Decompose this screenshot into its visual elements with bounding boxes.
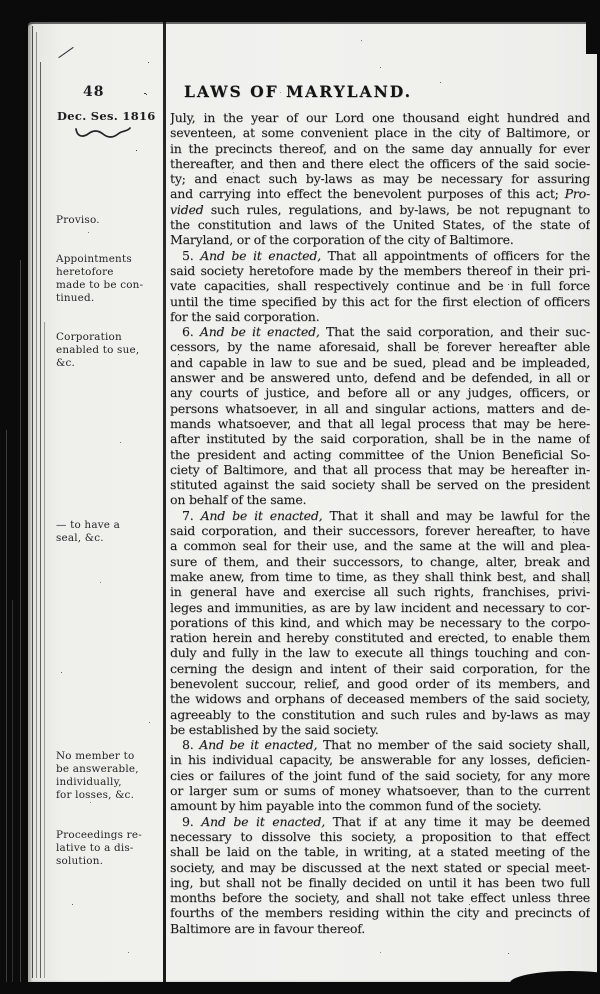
- page-stack-edge: [36, 32, 37, 978]
- text-line: 5. And be it enacted, That all appointments of officers for the: [182, 247, 590, 263]
- text-line: ciety of Baltimore, and that all process that may be hereafter in-: [170, 461, 590, 477]
- text-line: heretofore: [56, 266, 114, 278]
- text-line: vate capacities, shall respectively continue and be in full force: [170, 278, 590, 294]
- text-line: ration herein and hereby constituted and erected, to enable them: [170, 630, 590, 646]
- margin-note-dissolution: [56, 829, 164, 868]
- text-line: 8. And be it enacted, That no member of the said society shall,: [182, 737, 590, 753]
- margin-note-corporation: [56, 331, 164, 370]
- text-line: cies or failures of the joint fund of the said society, for any more: [170, 767, 590, 783]
- text-line: for the said corporation.: [170, 308, 320, 324]
- text-line: months before the society, and shall not take effect unless three: [170, 890, 590, 906]
- text-line: the president and acting committee of the Union Beneficial So-: [170, 446, 590, 462]
- brace-squiggle-icon: [74, 126, 132, 140]
- text-line: solution.: [56, 855, 104, 867]
- text-line: in his individual capacity, be answerable for any losses, deficien-: [170, 752, 590, 768]
- text-line: seal, &c.: [56, 532, 104, 544]
- text-line: ty; and enact such by-laws as may be necessary for assuring: [170, 171, 590, 187]
- text-line: tinued.: [56, 292, 95, 304]
- text-line: benevolent succour, relief, and good order of its members, and: [170, 675, 590, 691]
- page-stack-edge: [32, 26, 33, 978]
- text-line: make anew, from time to time, as they shall think best, and shall: [170, 568, 590, 584]
- page-number: 48: [83, 84, 105, 100]
- statute-text-column: [170, 110, 590, 936]
- text-line: answer and be answered unto, defend and be defended, in all or: [170, 370, 590, 386]
- text-line: ing, but shall not be finally decided on until it has been two full: [170, 874, 590, 890]
- statute-section-5: [170, 248, 590, 324]
- text-line: leges and immunities, as are by law incident and necessary to cor-: [170, 599, 590, 615]
- margin-note-no-member: [56, 750, 164, 802]
- page-fold-line: [163, 22, 166, 982]
- margin-note-appointments: [56, 253, 164, 305]
- statute-section-6: [170, 324, 590, 508]
- text-line: duly and fully in the law to execute all things touching and con-: [170, 645, 590, 661]
- text-line: enabled to sue,: [56, 344, 140, 356]
- text-line: on behalf of the same.: [170, 492, 307, 508]
- page-stack-edge: [40, 62, 41, 978]
- text-line: said society heretofore made by the members thereof in their pri-: [170, 262, 590, 278]
- text-line: until the time specified by this act for the first election of officers: [170, 293, 590, 309]
- text-line: lative to a dis-: [56, 842, 134, 854]
- text-line: be established by the said society.: [170, 721, 379, 737]
- text-line: Corporation: [56, 331, 122, 343]
- text-line: said corporation, and their successors, forever hereafter, to have: [170, 523, 590, 539]
- text-line: 9. And be it enacted, That if at any time it may be deemed: [182, 813, 590, 829]
- text-line: Maryland, or of the corporation of the city of Baltimore.: [170, 232, 514, 248]
- text-line: seventeen, at some convenient place in the city of Baltimore, or: [170, 125, 590, 141]
- text-line: the constitution and laws of the United States, of the state of: [170, 217, 590, 233]
- page-title: LAWS OF MARYLAND.: [183, 82, 413, 101]
- text-line: in the precincts thereof, and on the same day annually for ever: [170, 140, 590, 156]
- text-line: — to have a: [56, 519, 121, 531]
- text-line: shall be laid on the table, in writing, at a stated meeting of the: [170, 844, 590, 860]
- text-line: persons whatsoever, in all and singular actions, matters and de-: [170, 400, 590, 416]
- text-line: the widows and orphans of deceased members of the said society,: [170, 691, 590, 707]
- text-line: necessary to dissolve this society, a proposition to that effect: [170, 828, 590, 844]
- scanned-page: [28, 22, 597, 982]
- text-line: stituted against the said society shall be served on the president: [170, 477, 590, 493]
- text-line: and carrying into effect the benevolent purposes of this act; Pro-: [170, 186, 590, 202]
- text-line: porations of this kind, and which may be necessary to the corpo-: [170, 614, 590, 630]
- text-line: a common seal for their use, and the same at the will and plea-: [170, 538, 590, 554]
- scan-corner-shadow: [586, 0, 600, 54]
- text-line: or larger sum or sums of money whatsoever, than to the current: [170, 783, 590, 799]
- statute-paragraph-continuation: [170, 110, 590, 248]
- text-line: mands whatsoever, and that all legal process that may be here-: [170, 415, 590, 431]
- text-line: &c.: [56, 357, 75, 369]
- text-line: thereafter, and then and there elect the officers of the said socie-: [170, 155, 590, 171]
- text-line: and capable in law to sue and be sued, plead and be impleaded,: [170, 354, 590, 370]
- text-line: 6. And be it enacted, That the said corporation, and their suc-: [182, 324, 590, 340]
- text-line: No member to: [56, 750, 135, 762]
- text-line: Proviso.: [56, 214, 100, 226]
- text-line: vided such rules, regulations, and by-laws, be not repugnant to: [170, 201, 590, 217]
- text-line: cerning the design and intent of their said corporation, for the: [170, 660, 590, 676]
- text-line: sure of them, and their successors, to change, alter, break and: [170, 553, 590, 569]
- text-line: 7. And be it enacted, That it shall and may be lawful for the: [182, 507, 590, 523]
- text-line: fourths of the members residing within the city and precincts of: [170, 905, 590, 921]
- text-line: be answerable,: [56, 763, 139, 775]
- statute-section-7: [170, 508, 590, 737]
- scan-edge-bump: [510, 971, 600, 987]
- scan-scratch: [6, 430, 7, 982]
- text-line: society, and may be discussed at the next stated or special meet-: [170, 859, 590, 875]
- text-line: agreeably to the constitution and such rules and by-laws as may: [170, 706, 590, 722]
- text-line: for losses, &c.: [56, 789, 135, 801]
- scan-scratch: [12, 600, 13, 982]
- text-line: Appointments: [56, 253, 132, 265]
- text-line: Baltimore are in favour thereof.: [170, 920, 365, 936]
- page-corner-curl: [58, 47, 73, 58]
- margin-note-proviso: [56, 214, 164, 227]
- text-line: Proceedings re-: [56, 829, 142, 841]
- text-line: made to be con-: [56, 279, 144, 291]
- scan-noise: [28, 22, 29, 23]
- margin-note-seal: [56, 519, 164, 545]
- session-label: Dec. Ses. 1816: [57, 109, 156, 123]
- text-line: July, in the year of our Lord one thousand eight hundred and: [170, 110, 590, 125]
- text-line: in general have and exercise all such rights, franchises, privi-: [170, 584, 590, 600]
- text-line: after instituted by the said corporation, shall be in the name of: [170, 431, 590, 447]
- scan-scratch: [20, 260, 21, 982]
- text-line: individually,: [56, 776, 122, 788]
- text-line: cessors, by the name aforesaid, shall be forever hereafter able: [170, 339, 590, 355]
- statute-section-9: [170, 814, 590, 936]
- text-line: amount by him payable into the common fund of the society.: [170, 798, 542, 814]
- page-stack-edge: [44, 322, 45, 978]
- statute-section-8: [170, 737, 590, 813]
- text-line: any courts of justice, and before all or any judges, officers, or: [170, 385, 590, 401]
